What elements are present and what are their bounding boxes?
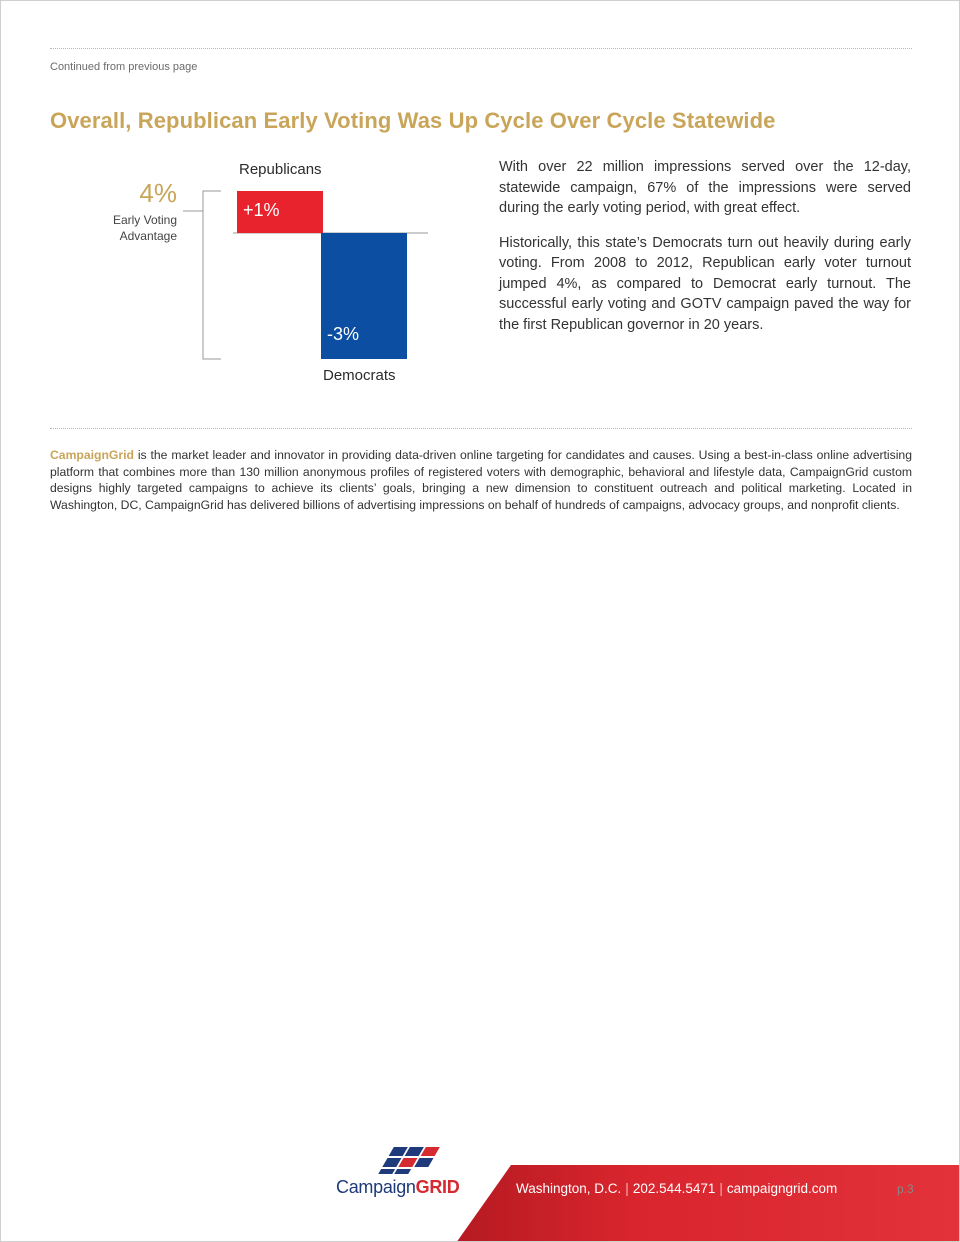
category-label-democrats: Democrats: [323, 367, 396, 384]
middle-divider: [50, 428, 912, 429]
about-paragraph: [50, 447, 912, 513]
continued-note: Continued from previous page: [50, 61, 198, 73]
body-text: [499, 157, 911, 349]
body-paragraph-2: Historically, this state’s Democrats turn out heavily during early voting. From 2008 to 2012, Republican early voter turnout jumped 4%, as compared to Democrat early turnout. The successful early voting and GOTV campaign paved the way for the first Republican governor in 20 years.: [499, 234, 911, 333]
about-text: is the market leader and innovator in providing data-driven online targeting for candidates and causes. Using a best-in-class online advertising platform that combines more than 130 million anonymous profiles of registered voters with demographic, behavioral and lifestyle data, CampaignGrid custom designs highly targeted campaigns to achieve its clients’ goals, bringing a new dimension to constituent outreach and political marketing. Located in Washington, DC, CampaignGrid has delivered billions of advertising impressions on behalf of hundreds of campaigns, advocacy groups, and nonprofit clients.: [50, 448, 912, 512]
footer-phone: 202.544.5471: [632, 1181, 716, 1196]
footer-location: Washington, D.C.: [516, 1181, 622, 1196]
advantage-label-line2: Advantage: [119, 229, 177, 243]
footer-contact: [516, 1181, 837, 1196]
advantage-value: 4%: [139, 178, 177, 208]
logo-grid: GRID: [415, 1177, 460, 1197]
body-paragraph-1: With over 22 million impressions served over the 12-day, statewide campaign, 67% of the impressions were served during the early voting period, with great effect.: [499, 159, 911, 216]
page-headline: Overall, Republican Early Voting Was Up Cycle Over Cycle Statewide: [50, 108, 776, 133]
advantage-label-line1: Early Voting: [112, 213, 177, 227]
advantage-bracket: [203, 191, 221, 359]
early-voting-chart: [101, 156, 441, 396]
footer-website[interactable]: campaigngrid.com: [726, 1181, 838, 1196]
category-label-republicans: Republicans: [239, 161, 322, 178]
logo-wordmark: [336, 1177, 459, 1198]
bar-value-republicans: +1%: [243, 200, 280, 220]
page-number: p.3: [897, 1182, 914, 1196]
footer-band: [456, 1165, 960, 1242]
footer-separator: |: [719, 1181, 723, 1196]
bar-value-democrats: -3%: [327, 324, 360, 344]
chart-svg: [101, 156, 441, 396]
about-brand: CampaignGrid: [50, 448, 134, 462]
footer-separator: |: [625, 1181, 629, 1196]
top-divider: [50, 48, 912, 49]
logo-campaign: Campaign: [336, 1177, 416, 1197]
